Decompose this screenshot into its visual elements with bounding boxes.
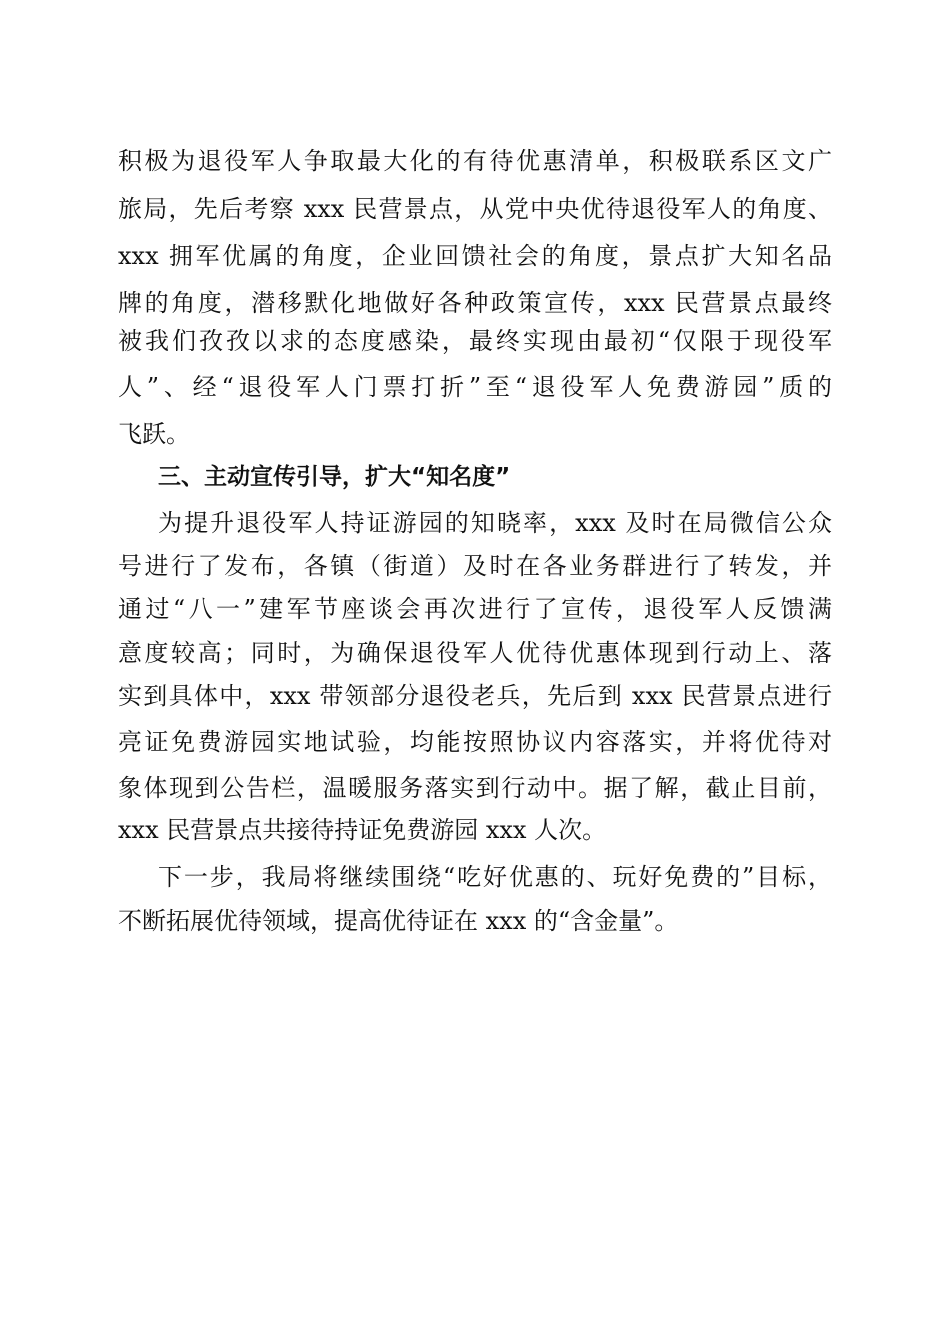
- paragraph-2-line-3: 通过“八一”建军节座谈会再次进行了宣传，退役军人反馈满: [118, 595, 832, 623]
- paragraph-2-line-7: 象体现到公告栏，温暖服务落实到行动中。据了解，截止目前，: [118, 774, 832, 802]
- section-heading: 三、主动宣传引导，扩大“知名度”: [158, 464, 511, 490]
- paragraph-1-line-3: xxx 拥军优属的角度，企业回馈社会的角度，景点扩大知名品: [118, 242, 832, 270]
- paragraph-2-line-1: 为提升退役军人持证游园的知晓率，xxx 及时在局微信公众: [158, 509, 832, 537]
- paragraph-2-line-6: 亮证免费游园实地试验，均能按照协议内容落实，并将优待对: [118, 728, 832, 756]
- paragraph-3-line-1: 下一步，我局将继续围绕“吃好优惠的、玩好免费的”目标，: [158, 863, 832, 891]
- paragraph-1-line-7: 飞跃。: [118, 420, 190, 448]
- paragraph-1-line-5: 被我们孜孜以求的态度感染，最终实现由最初“仅限于现役军: [118, 327, 832, 355]
- paragraph-2-line-8: xxx 民营景点共接待持证免费游园 xxx 人次。: [118, 816, 607, 844]
- paragraph-1-line-1: 积极为退役军人争取最大化的有待优惠清单，积极联系区文广: [118, 147, 832, 175]
- paragraph-1-line-4: 牌的角度，潜移默化地做好各种政策宣传，xxx 民营景点最终: [118, 289, 832, 317]
- paragraph-2-line-2: 号进行了发布，各镇（街道）及时在各业务群进行了转发，并: [118, 552, 832, 580]
- paragraph-1-line-6: 人”、经“退役军人门票打折”至“退役军人免费游园”质的: [118, 373, 832, 401]
- paragraph-3-line-2: 不断拓展优待领域，提高优待证在 xxx 的“含金量”。: [118, 907, 679, 935]
- paragraph-1-line-2: 旅局，先后考察 xxx 民营景点，从党中央优待退役军人的角度、: [118, 195, 832, 223]
- paragraph-2-line-4: 意度较高；同时，为确保退役军人优待优惠体现到行动上、落: [118, 639, 832, 667]
- paragraph-2-line-5: 实到具体中，xxx 带领部分退役老兵，先后到 xxx 民营景点进行: [118, 682, 832, 710]
